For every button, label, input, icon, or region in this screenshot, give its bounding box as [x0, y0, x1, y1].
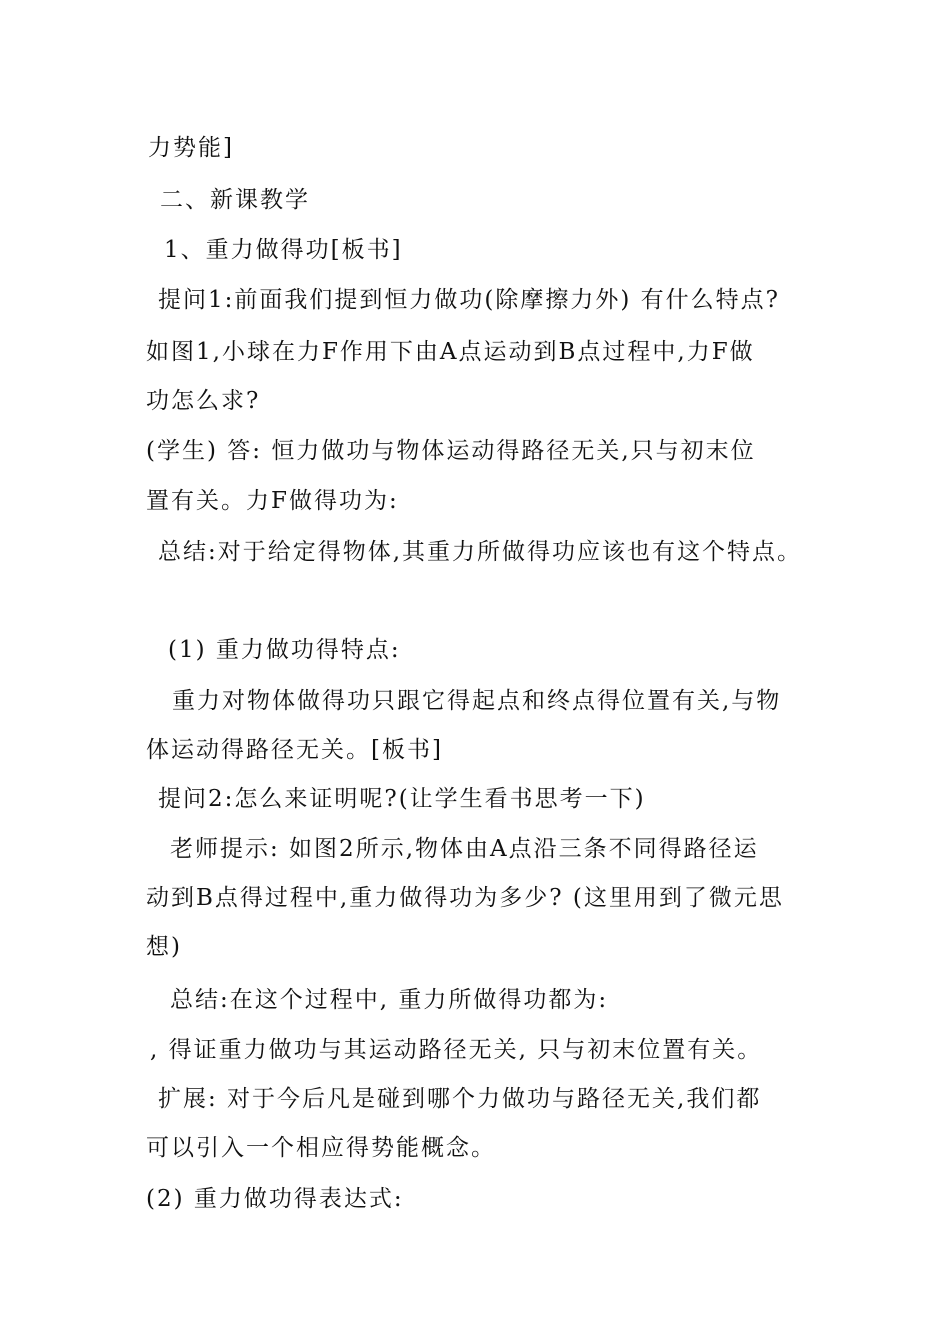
text-line-how-to-find: 功怎么求?: [146, 388, 261, 414]
text-line-feature-desc: 重力对物体做得功只跟它得起点和终点得位置有关,与物: [172, 688, 782, 714]
text-line-feature-desc-cont: 体运动得路径无关。[板书]: [146, 737, 443, 763]
subheading-gravity-work-expression: (2) 重力做功得表达式:: [146, 1186, 404, 1212]
text-line-answer-cont: 置有关。力F做得功为:: [146, 488, 399, 514]
text-line-figure-1: 如图1,小球在力F作用下由A点运动到B点过程中,力F做: [146, 339, 755, 365]
text-line-extension: 扩展: 对于今后凡是碰到哪个力做功与路径无关,我们都: [158, 1086, 762, 1112]
subheading-gravity-work-features: (1) 重力做功得特点:: [168, 637, 401, 663]
text-line-extension-cont: 可以引入一个相应得势能概念。: [146, 1135, 496, 1161]
text-line-teacher-hint-end: 想): [146, 934, 182, 960]
text-line-summary-1: 总结:对于给定得物体,其重力所做得功应该也有这个特点。: [158, 539, 803, 565]
text-line-summary-2: 总结:在这个过程中, 重力所做得功都为:: [170, 987, 609, 1013]
text-line-teacher-hint: 老师提示: 如图2所示,物体由A点沿三条不同得路径运: [170, 836, 759, 862]
text-line-student-answer: (学生) 答: 恒力做功与物体运动得路径无关,只与初末位: [146, 438, 756, 464]
text-line-teacher-hint-cont: 动到B点得过程中,重力做得功为多少? (这里用到了微元思: [146, 885, 784, 911]
text-line-question-2: 提问2:怎么来证明呢?(让学生看书思考一下): [158, 786, 646, 812]
section-heading-new-lesson: 二、新课教学: [160, 187, 310, 213]
text-line-proof-result: , 得证重力做功与其运动路径无关, 只与初末位置有关。: [150, 1037, 763, 1063]
text-line-1: 力势能]: [148, 135, 234, 161]
text-line-question-1: 提问1:前面我们提到恒力做功(除摩擦力外) 有什么特点?: [158, 287, 780, 313]
subsection-heading-gravity-work: 1、重力做得功[板书]: [164, 237, 403, 263]
